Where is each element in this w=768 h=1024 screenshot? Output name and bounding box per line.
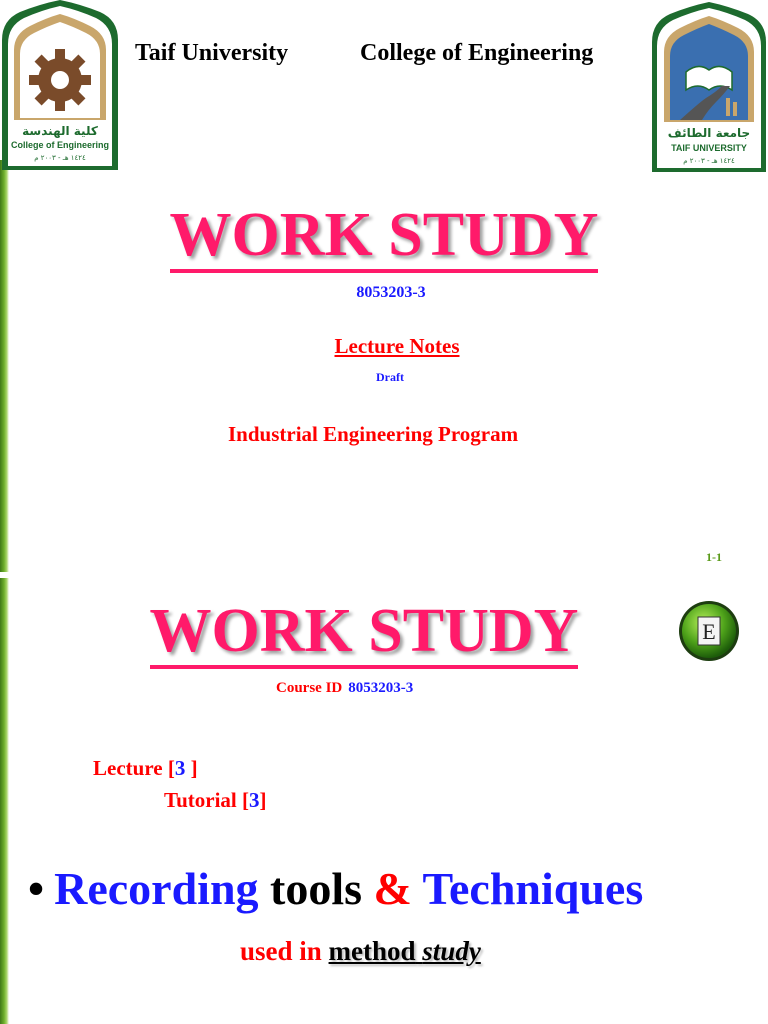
topic-subline [240, 936, 481, 967]
svg-text:١٤٢٤ هـ - ٢٠٠٣ م: ١٤٢٤ هـ - ٢٠٠٣ م [683, 157, 735, 165]
program-name: Industrial Engineering Program [228, 422, 519, 446]
slide-number: 1-1 [706, 550, 722, 564]
headline-word-tools: tools [270, 863, 363, 914]
e-badge-icon [678, 600, 740, 662]
svg-text:E: E [702, 619, 716, 644]
course-id-value: 8053203-3 [348, 680, 414, 696]
topic-headline [28, 862, 643, 915]
university-name: Taif University [135, 40, 289, 66]
slide1-title [0, 200, 768, 271]
slide-divider [0, 574, 768, 576]
lecture-value: 3 [174, 756, 186, 780]
tutorial-label: Tutorial [ [164, 788, 249, 812]
college-of-engineering-logo [0, 0, 120, 172]
lecture-close: ] [185, 756, 198, 780]
subline-study: study [422, 936, 481, 966]
lecture-notes-heading: Lecture Notes [334, 334, 460, 358]
course-id-line [276, 680, 413, 697]
lecture-label: Lecture [ [93, 756, 175, 780]
college-name: College of Engineering [360, 40, 594, 66]
svg-text:١٤٢٤ هـ - ٢٠٠٣ م: ١٤٢٤ هـ - ٢٠٠٣ م [34, 154, 86, 162]
svg-text:College of Engineering: College of Engineering [10, 140, 110, 150]
headline-ampersand: & [373, 863, 412, 914]
headline-word-techniques: Techniques [422, 863, 644, 914]
slide2-title-text: WORK STUDY [150, 597, 579, 669]
svg-text:كلية الهندسة: كلية الهندسة [22, 124, 98, 138]
bullet-glyph: • [28, 863, 45, 914]
subline-method: method [328, 936, 416, 966]
draft-label: Draft [376, 370, 404, 384]
lecture-hours-line [93, 756, 198, 781]
slide2-title [0, 596, 748, 667]
svg-text:جامعة الطائف: جامعة الطائف [667, 126, 751, 140]
slide1-course-code: 8053203-3 [356, 284, 426, 301]
taif-university-logo [650, 2, 768, 174]
tutorial-hours-line [164, 788, 266, 813]
tutorial-close: ] [259, 788, 267, 812]
slide1-title-text: WORK STUDY [170, 201, 599, 273]
headline-word-recording: Recording [54, 863, 259, 914]
tutorial-value: 3 [248, 788, 260, 812]
book-road-emblem-icon [650, 2, 768, 174]
svg-text:TAIF UNIVERSITY: TAIF UNIVERSITY [671, 143, 747, 153]
course-id-label: Course ID [276, 680, 343, 696]
gear-emblem-icon [0, 0, 120, 172]
subline-used-in: used in [240, 936, 322, 966]
subline-method-study [329, 936, 481, 966]
